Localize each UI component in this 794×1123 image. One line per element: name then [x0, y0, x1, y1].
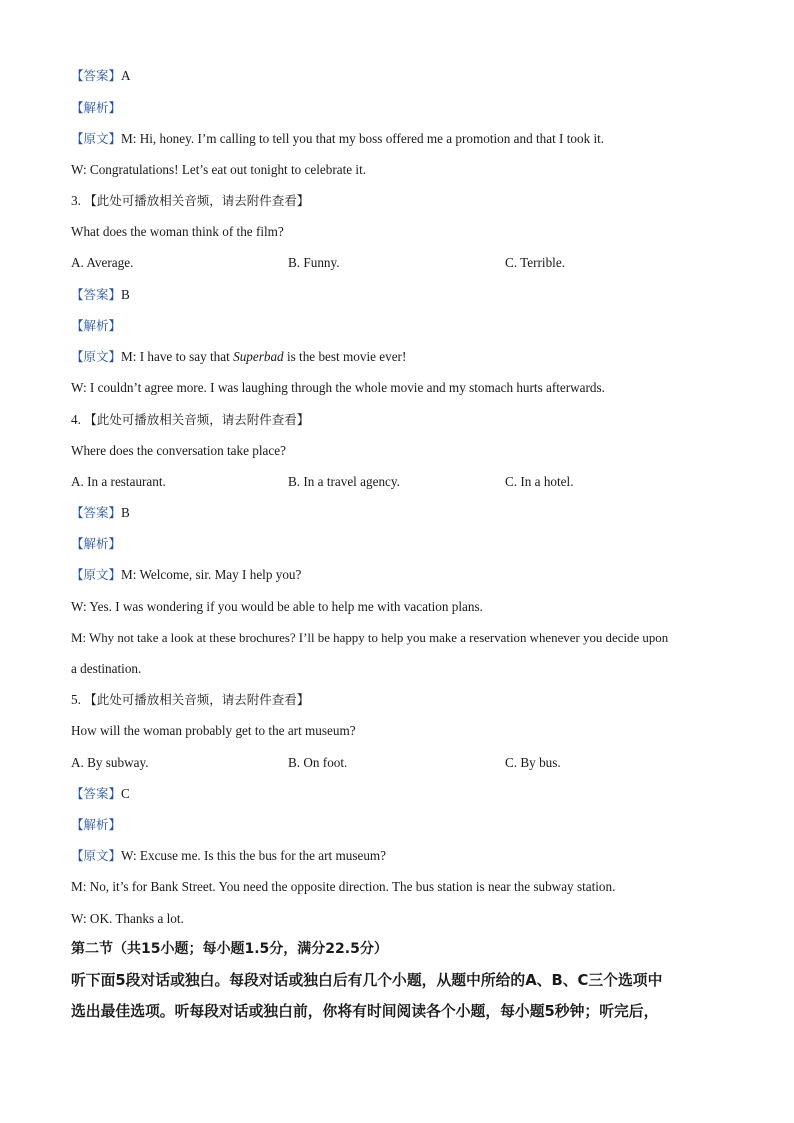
option-c: C. In a hotel.: [505, 474, 574, 489]
dialogue-line: M: No, it’s for Bank Street. You need the opposite direction. The bus station is near the subway station.: [71, 879, 616, 894]
analysis-label: 【解析】: [71, 318, 122, 333]
original-label: 【原文】: [71, 349, 122, 364]
analysis-label: 【解析】: [71, 100, 122, 115]
option-b: B. Funny.: [288, 255, 340, 270]
dialogue-text: M: Welcome, sir. May I help you?: [121, 567, 302, 582]
audio-notice[interactable]: 【此处可播放相关音频，请去附件查看】: [84, 692, 310, 707]
original-label: 【原文】: [71, 567, 122, 582]
dialogue-line: M: Why not take a look at these brochures? I’ll be happy to help you make a reservation whenever you decide upon: [71, 631, 669, 645]
analysis-line: [71, 816, 121, 834]
dialogue-line: W: OK. Thanks a lot.: [71, 911, 184, 926]
original-line: [71, 348, 406, 366]
dialogue-line: W: Congratulations! Let’s eat out tonight to celebrate it.: [71, 162, 367, 177]
dialogue-text: W: Excuse me. Is this the bus for the art museum?: [121, 848, 387, 863]
question-header: [71, 691, 309, 709]
dialogue-text-pre: M: I have to say that: [121, 349, 234, 364]
answer-line: [71, 504, 130, 522]
question-text: How will the woman probably get to the art museum?: [71, 723, 356, 738]
question-number: 3.: [71, 193, 81, 208]
question-number: 5.: [71, 692, 81, 707]
analysis-label: 【解析】: [71, 536, 122, 551]
dialogue-text: M: Hi, honey. I’m calling to tell you that my boss offered me a promotion and that I took it.: [121, 131, 605, 146]
option-b: B. In a travel agency.: [288, 474, 400, 489]
analysis-line: [71, 535, 121, 553]
dialogue-text-post: is the best movie ever!: [283, 349, 407, 364]
original-label: 【原文】: [71, 131, 122, 146]
analysis-label: 【解析】: [71, 817, 122, 832]
section-instruction: 选出最佳选项。听每段对话或独白前，你将有时间阅读各个小题，每小题5秒钟；听完后，: [71, 1003, 659, 1020]
answer-value: B: [121, 505, 130, 520]
section-instruction: 听下面5段对话或独白。每段对话或独白后有几个小题，从题中所给的A、B、C三个选项中: [71, 972, 663, 989]
dialogue-line: a destination.: [71, 661, 142, 676]
option-c: C. Terrible.: [505, 255, 565, 270]
analysis-line: [71, 99, 121, 117]
answer-line: [71, 286, 130, 304]
option-c: C. By bus.: [505, 755, 561, 770]
answer-label: 【答案】: [71, 505, 122, 520]
question-text: What does the woman think of the film?: [71, 224, 284, 239]
option-a: A. In a restaurant.: [71, 474, 166, 489]
question-header: [71, 192, 309, 210]
answer-value: B: [121, 287, 130, 302]
original-line: [71, 130, 604, 148]
option-b: B. On foot.: [288, 755, 348, 770]
option-a: A. By subway.: [71, 755, 149, 770]
original-line: [71, 566, 301, 584]
analysis-line: [71, 317, 121, 335]
question-text: Where does the conversation take place?: [71, 443, 286, 458]
question-header: [71, 411, 309, 429]
audio-notice[interactable]: 【此处可播放相关音频，请去附件查看】: [84, 412, 310, 427]
question-number: 4.: [71, 412, 81, 427]
audio-notice[interactable]: 【此处可播放相关音频，请去附件查看】: [84, 193, 310, 208]
dialogue-line: W: Yes. I was wondering if you would be able to help me with vacation plans.: [71, 599, 483, 614]
answer-value: A: [121, 68, 131, 83]
section-heading: 第二节（共15小题；每小题1.5分，满分22.5分）: [71, 941, 388, 957]
option-a: A. Average.: [71, 255, 134, 270]
original-line: [71, 847, 386, 865]
answer-label: 【答案】: [71, 786, 122, 801]
answer-value: C: [121, 786, 130, 801]
original-label: 【原文】: [71, 848, 122, 863]
answer-line: [71, 785, 130, 803]
answer-line: [71, 67, 131, 85]
answer-label: 【答案】: [71, 68, 122, 83]
answer-label: 【答案】: [71, 287, 122, 302]
dialogue-line: W: I couldn’t agree more. I was laughing through the whole movie and my stomach hurts afterwards.: [71, 380, 605, 395]
movie-title: Superbad: [233, 349, 284, 364]
